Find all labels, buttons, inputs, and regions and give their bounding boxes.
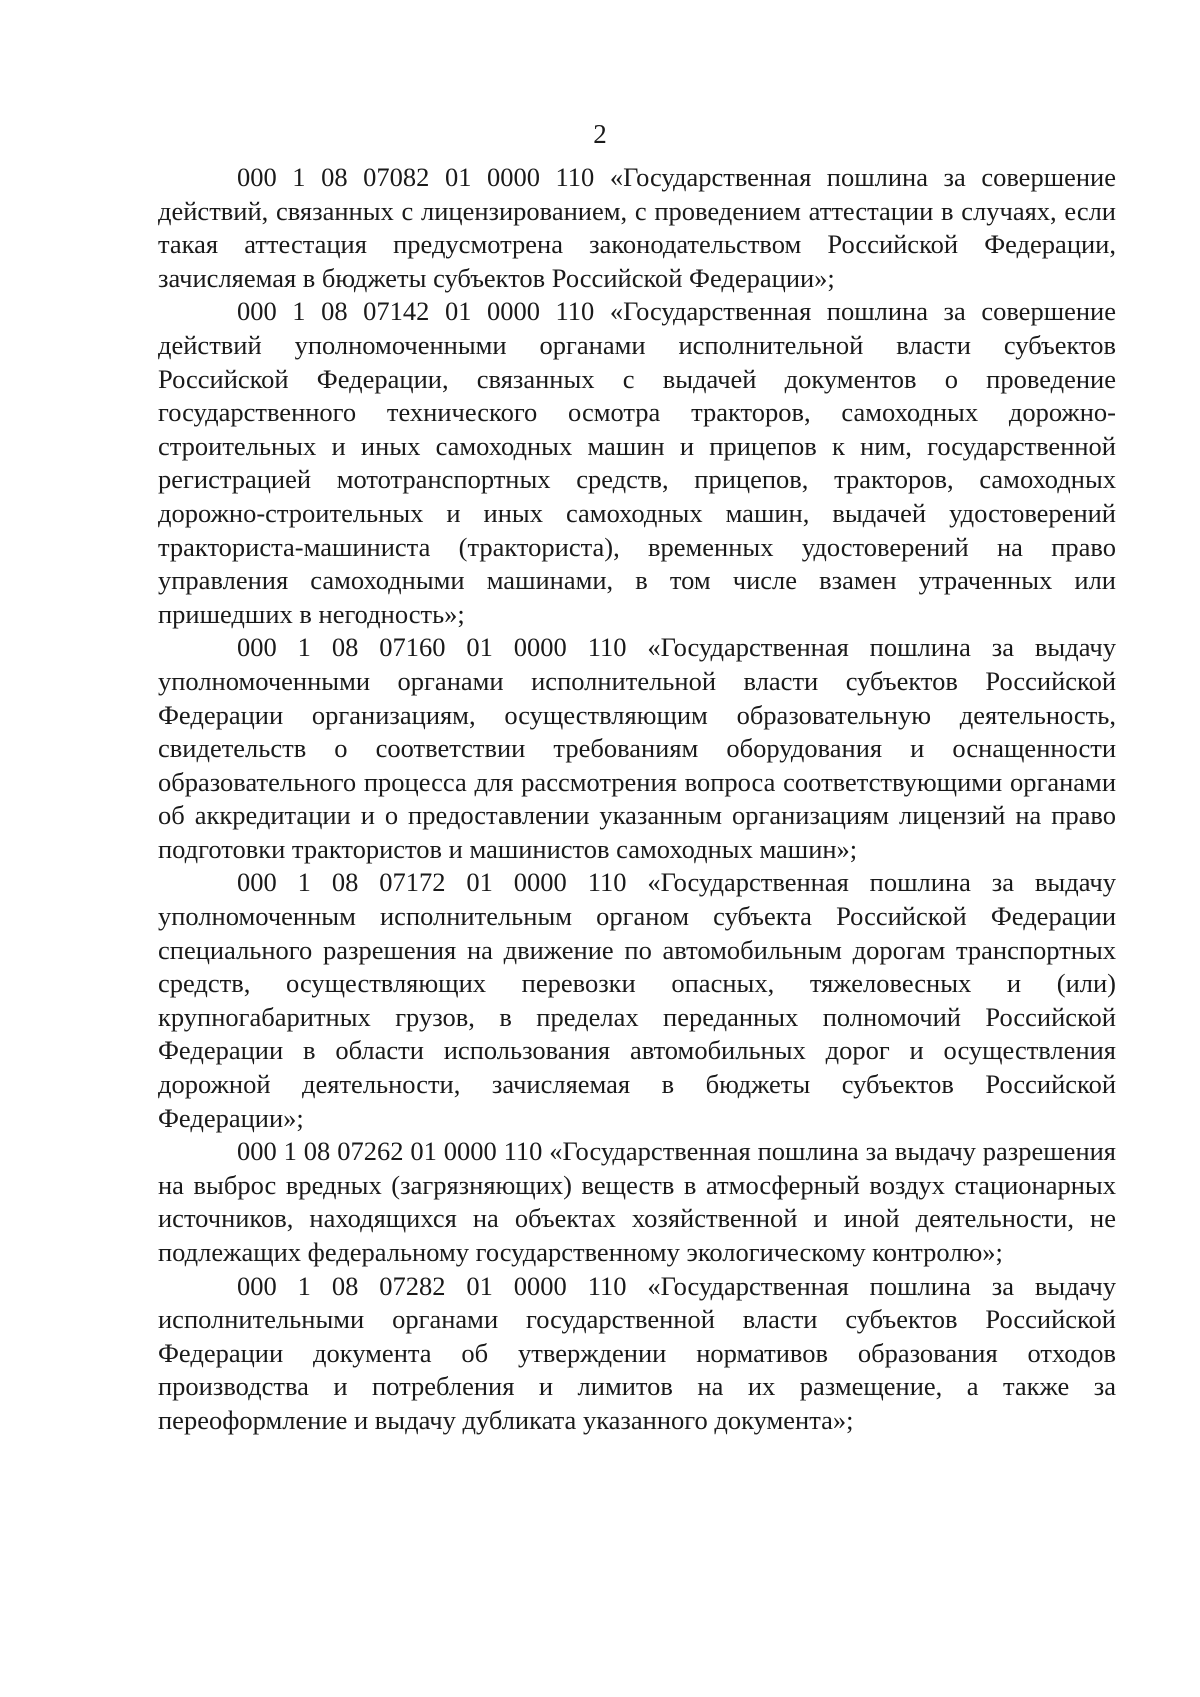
paragraph-fee-07082: 000 1 08 07082 01 0000 110 «Государственная пошлина за совершение действий, связанных с лицензированием, с проведением аттестации в случаях, если такая аттестация предусмотрена законодательством Российской Федерации, зачисляемая в бюджеты субъектов Российской Федерации»; <box>158 162 1116 293</box>
paragraph-fee-07160: 000 1 08 07160 01 0000 110 «Государственная пошлина за выдачу уполномоченными органами исполнительной власти субъектов Российской Федерации организациям, осуществляющим образовательную деятельность, свидетельств о соответствии требованиям оборудования и оснащенности образовательного процесса для рассмотрения вопроса соответствующими органами об аккредитации и о предоставлении указанным организациям лицензий на право подготовки трактористов и машинистов самоходных машин»; <box>158 632 1116 864</box>
paragraph-fee-07282: 000 1 08 07282 01 0000 110 «Государственная пошлина за выдачу исполнительными органами государственной власти субъектов Российской Федерации документа об утверждении нормативов образования отходов производства и потребления и лимитов на их размещение, а также за переоформление и выдачу дубликата указанного документа»; <box>158 1270 1116 1435</box>
paragraph-fee-07172: 000 1 08 07172 01 0000 110 «Государственная пошлина за выдачу уполномоченным исполнительным органом субъекта Российской Федерации специального разрешения на движение по автомобильным дорогам транспортных средств, осуществляющих перевозки опасных, тяжеловесных и (или) крупногабаритных грузов, в пределах переданных полномочий Российской Федерации в области использования автомобильных дорог и осуществления дорожной деятельности, зачисляемая в бюджеты субъектов Российской Федерации»; <box>158 867 1116 1133</box>
page-number: 2 <box>593 119 607 149</box>
paragraph-fee-07142: 000 1 08 07142 01 0000 110 «Государственная пошлина за совершение действий уполномоченными органами исполнительной власти субъектов Российской Федерации, связанных с выдачей документов о проведение государственного технического осмотра тракторов, самоходных дорожно-строительных и иных самоходных машин и прицепов к ним, государственной регистрацией мототранспортных средств, прицепов, тракторов, самоходных дорожно-строительных и иных самоходных машин, выдачей удостоверений тракториста-машиниста (тракториста), временных удостоверений на право управления самоходными машинами, в том числе взамен утраченных или пришедших в негодность»; <box>158 296 1116 629</box>
document-body <box>158 161 1116 1438</box>
paragraph-fee-07262: 000 1 08 07262 01 0000 110 «Государственная пошлина за выдачу разрешения на выброс вредных (загрязняющих) веществ в атмосферный воздух стационарных источников, находящихся на объектах хозяйственной и иной деятельности, не подлежащих федеральному государственному экологическому контролю»; <box>158 1136 1116 1267</box>
